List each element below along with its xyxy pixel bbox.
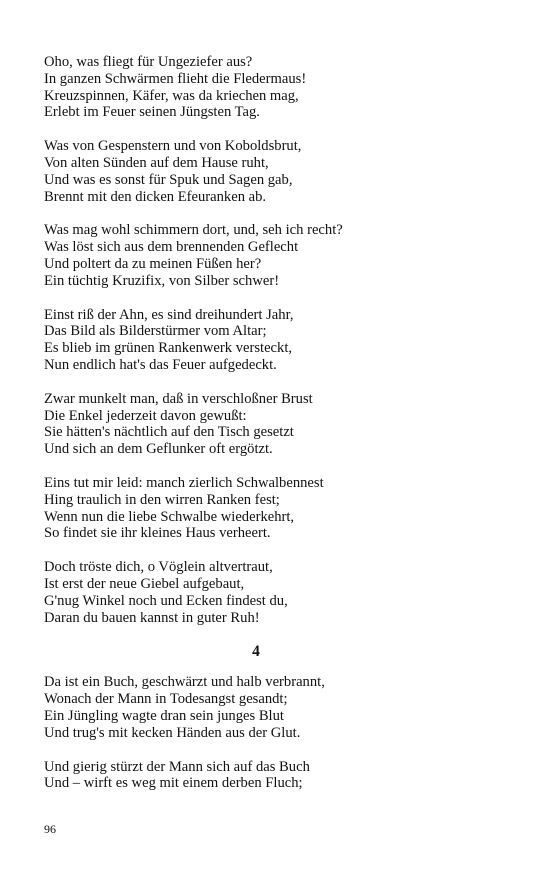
stanza [44,674,514,741]
section-number: 4 [252,643,260,661]
page-number: 96 [44,822,56,836]
verse-line: Und trug's mit kecken Händen aus der Glut. [44,724,301,741]
verse-line: Hing traulich in den wirren Ranken fest; [44,491,280,508]
verse-line: Doch tröste dich, o Vöglein altvertraut, [44,559,273,576]
stanza [44,222,514,289]
verse-line: Brennt mit den dicken Efeuranken ab. [44,188,267,205]
stanza [44,559,514,626]
verse-line: Was löst sich aus dem brennenden Geflecht [44,239,299,256]
verse-line: Einst riß der Ahn, es sind dreihundert Jahr, [44,306,294,323]
verse-line: Und sich an dem Geflunker oft ergötzt. [44,441,273,458]
verse-line: Eins tut mir leid: manch zierlich Schwalbennest [44,474,324,491]
verse-line: Zwar munkelt man, daß in verschloßner Brust [44,390,313,407]
verse-line: Da ist ein Buch, geschwärzt und halb verbrannt, [44,674,325,691]
verse-line: So findet sie ihr kleines Haus verheert. [44,525,271,542]
verse-line: Ist erst der neue Giebel aufgebaut, [44,575,245,592]
verse-line: Wenn nun die liebe Schwalbe wiederkehrt, [44,508,295,525]
verse-line: Was mag wohl schimmern dort, und, seh ich recht? [44,222,343,239]
verse-line: Es blieb im grünen Rankenwerk versteckt, [44,340,293,357]
stanza [44,138,514,205]
verse-line: Die Enkel jederzeit davon gewußt: [44,407,247,424]
verse-line: Kreuzspinnen, Käfer, was da kriechen mag, [44,87,299,104]
verse-line: Von alten Sünden auf dem Hause ruht, [44,154,269,171]
verse-line: Das Bild als Bilderstürmer vom Altar; [44,323,267,340]
verse-line: Und was es sonst für Spuk und Sagen gab, [44,171,293,188]
verse-line: Erlebt im Feuer seinen Jüngsten Tag. [44,104,260,121]
poem-text [44,54,514,809]
stanza [44,475,514,542]
verse-line: Und poltert da zu meinen Füßen her? [44,255,262,272]
verse-line: In ganzen Schwärmen flieht die Fledermaus! [44,70,307,87]
stanza [44,391,514,458]
verse-line: Oho, was fliegt für Ungeziefer aus? [44,54,253,70]
stanza [44,54,514,121]
verse-line: Was von Gespenstern und von Koboldsbrut, [44,138,302,155]
verse-line: Und gierig stürzt der Mann sich auf das Buch [44,758,310,775]
verse-line: Und – wirft es weg mit einem derben Fluch; [44,775,303,792]
verse-line: Ein tüchtig Kruzifix, von Silber schwer! [44,272,280,289]
stanza [44,759,514,793]
verse-line: Wonach der Mann in Todesangst gesandt; [44,691,288,708]
verse-line: Sie hätten's nächtlich auf den Tisch gesetzt [44,424,294,441]
verse-line: G'nug Winkel noch und Ecken findest du, [44,592,288,609]
verse-line: Ein Jüngling wagte dran sein junges Blut [44,707,284,724]
verse-line: Nun endlich hat's das Feuer aufgedeckt. [44,356,277,373]
verse-line: Daran du bauen kannst in guter Ruh! [44,609,260,626]
stanza [44,307,514,374]
